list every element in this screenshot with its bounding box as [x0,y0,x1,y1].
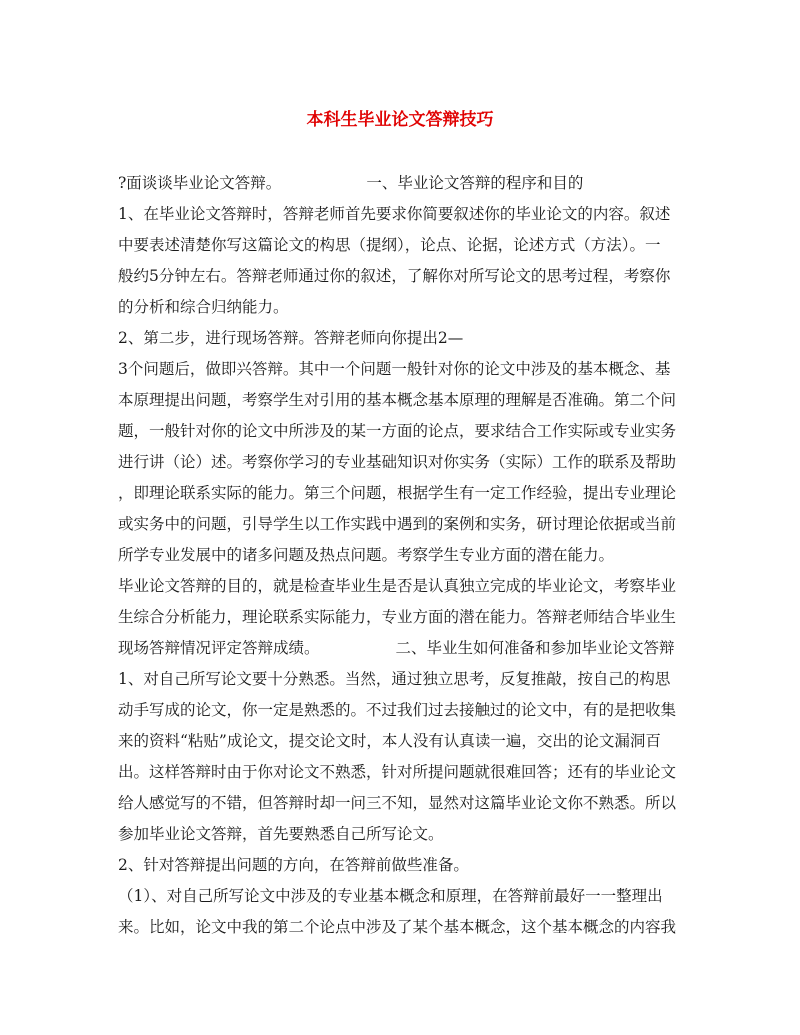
text-line [118,881,688,912]
section-heading: 一、毕业论文答辩的程序和目的 [366,174,584,192]
text-line [118,447,688,478]
text-line [118,788,688,819]
text-line [118,168,688,199]
text-line [118,850,688,881]
text-line [118,664,688,695]
text-line [118,695,688,726]
text-segment: 1、对自己所写论文要十分熟悉。当然，通过独立思考，反复推敲，按自己的构思 [118,670,671,688]
text-segment: 2、第二步，进行现场答辩。答辩老师向你提出2— [118,329,464,347]
text-line [118,230,688,261]
text-line [118,912,688,943]
text-line [118,416,688,447]
text-line [118,571,688,602]
text-segment: ，即理论联系实际的能力。第三个问题，根据学生有一定工作经验，提出专业理论 [118,484,677,502]
text-segment: 3个问题后，做即兴答辩。其中一个问题一般针对你的论文中涉及的基本概念、基 [118,360,671,378]
text-segment: 1、在毕业论文答辩时，答辩老师首先要求你简要叙述你的毕业论文的内容。叙述 [118,205,671,223]
document-body [118,168,688,943]
text-segment: 本原理提出问题，考察学生对引用的基本概念基本原理的理解是否准确。第二个问 [118,391,677,409]
text-segment: 所学专业发展中的诸多问题及热点问题。考察学生专业方面的潜在能力。 [118,546,615,564]
text-line [118,819,688,850]
text-line [118,509,688,540]
text-segment: 的分析和综合归纳能力。 [118,298,289,316]
text-segment: 般约5分钟左右。答辩老师通过你的叙述，了解你对所写论文的思考过程，考察你 [118,267,671,285]
text-segment: （1）、对自己所写论文中涉及的专业基本概念和原理，在答辩前最好一一整理出 [118,887,663,905]
text-segment: 来。比如，论文中我的第二个论点中涉及了某个基本概念，这个基本概念的内容我 [118,918,677,936]
text-line [118,726,688,757]
text-segment: 2、针对答辩提出问题的方向，在答辩前做些准备。 [118,856,469,874]
text-line [118,385,688,416]
text-line [118,478,688,509]
text-segment: 给人感觉写的不错，但答辩时却一问三不知，显然对这篇毕业论文你不熟悉。所以 [118,794,677,812]
text-segment: 参加毕业论文答辩，首先要熟悉自己所写论文。 [118,825,444,843]
text-line [118,292,688,323]
text-segment: 来的资料“粘贴”成论文，提交论文时，本人没有认真读一遍，交出的论文漏洞百 [118,732,661,750]
text-line [118,602,688,633]
section-heading: 二、毕业生如何准备和参加毕业论文答辩 [395,639,675,657]
text-line [118,633,688,664]
text-segment: ?面谈谈毕业论文答辩。 [118,174,282,192]
text-line [118,261,688,292]
text-segment: 中要表述清楚你写这篇论文的构思（提纲），论点、论据，论述方式（方法）。一 [118,236,661,254]
document-title: 本科生毕业论文答辩技巧 [306,110,494,130]
text-line [118,540,688,571]
text-segment: 毕业论文答辩的目的，就是检查毕业生是否是认真独立完成的毕业论文，考察毕业 [118,577,677,595]
text-segment: 或实务中的问题，引导学生以工作实践中遇到的案例和实务，研讨理论依据或当前 [118,515,677,533]
text-segment: 题，一般针对你的论文中所涉及的某一方面的论点，要求结合工作实际或专业实务 [118,422,677,440]
text-segment: 进行讲（论）述。考察你学习的专业基础知识对你实务（实际）工作的联系及帮助 [118,453,677,471]
text-line [118,199,688,230]
text-segment: 生综合分析能力，理论联系实际能力，专业方面的潜在能力。答辩老师结合毕业生 [118,608,677,626]
text-line [118,323,688,354]
text-segment: 动手写成的论文，你一定是熟悉的。不过我们过去接触过的论文中，有的是把收集 [118,701,677,719]
text-line [118,354,688,385]
text-segment: 出。这样答辩时由于你对论文不熟悉，针对所提问题就很难回答；还有的毕业论文 [118,763,677,781]
text-segment: 现场答辩情况评定答辩成绩。 [118,639,320,657]
text-line [118,757,688,788]
